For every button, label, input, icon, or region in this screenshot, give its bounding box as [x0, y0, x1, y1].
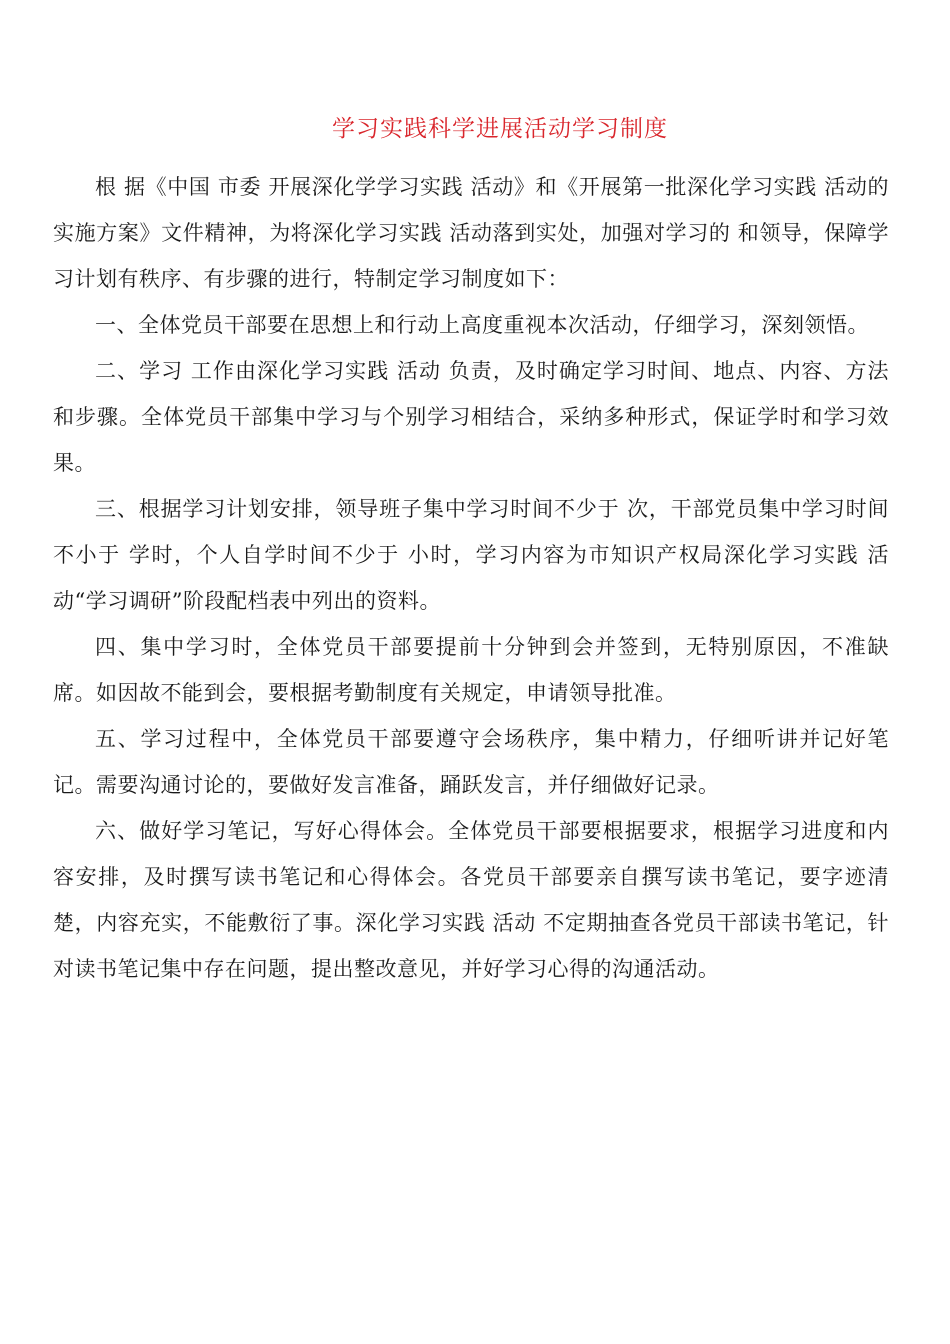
document-title: 学习实践科学进展活动学习制度	[332, 116, 668, 142]
document-body	[53, 164, 889, 992]
rule-paragraph-5: 五、学习过程中，全体党员干部要遵守会场秩序，集中精力，仔细听讲并记好笔记。需要沟通讨论的，要做好发言准备，踊跃发言，并仔细做好记录。	[53, 727, 889, 797]
rule-paragraph-3: 三、根据学习计划安排，领导班子集中学习时间不少于 次，干部党员集中学习时间不小于 学时，个人自学时间不少于 小时，学习内容为市知识产权局深化学习实践 活动“学习调研”阶段配档表中列出的资料。	[53, 497, 889, 613]
intro-paragraph: 根 据《中国 市委 开展深化学学习实践 活动》和《开展第一批深化学习实践 活动的实施方案》文件精神，为将深化学习实践 活动落到实处，加强对学习的 和领导，保障学习计划有秩序、有步骤的进行，特制定学习制度如下：	[53, 175, 889, 291]
rule-paragraph-2: 二、学习 工作由深化学习实践 活动 负责，及时确定学习时间、地点、内容、方法和步骤。全体党员干部集中学习与个别学习相结合，采纳多种形式，保证学时和学习效果。	[53, 359, 889, 475]
rule-paragraph-6: 六、做好学习笔记，写好心得体会。全体党员干部要根据要求，根据学习进度和内容安排，及时撰写读书笔记和心得体会。各党员干部要亲自撰写读书笔记，要字迹清楚，内容充实，不能敷衍了事。深化学习实践 活动 不定期抽查各党员干部读书笔记，针对读书笔记集中存在问题，提出整改意见，并好学习心得的沟通活动。	[53, 819, 889, 981]
rule-paragraph-1: 一、全体党员干部要在思想上和行动上高度重视本次活动，仔细学习，深刻领悟。	[95, 313, 869, 337]
rule-paragraph-4: 四、集中学习时，全体党员干部要提前十分钟到会并签到，无特别原因，不准缺席。如因故不能到会，要根据考勤制度有关规定，申请领导批准。	[53, 635, 889, 705]
